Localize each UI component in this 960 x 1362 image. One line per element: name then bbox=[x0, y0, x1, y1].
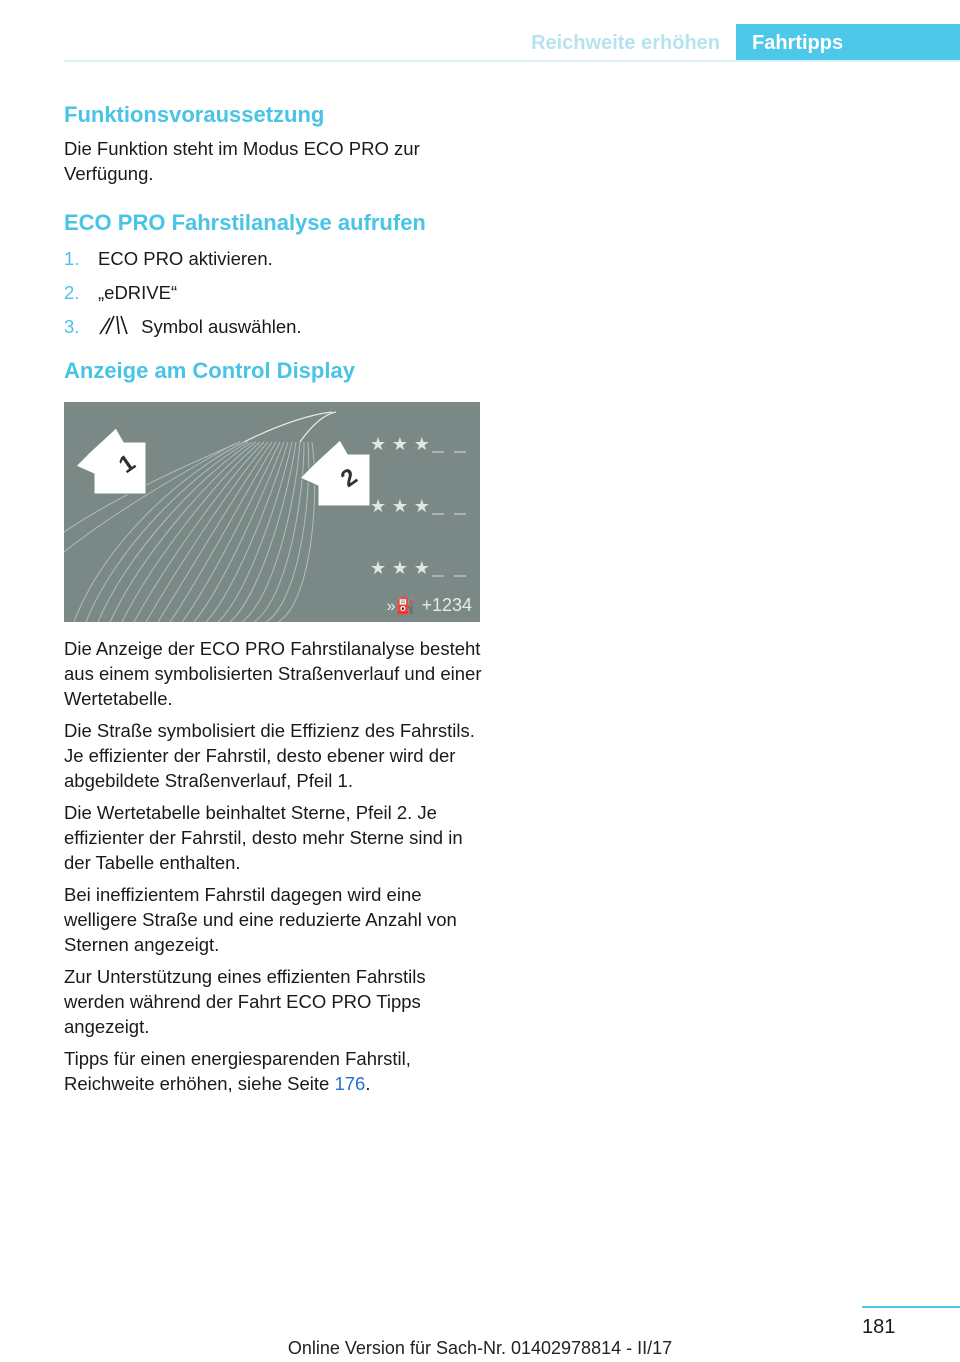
list-item bbox=[64, 246, 484, 271]
eco-pro-display-figure bbox=[64, 402, 480, 622]
page-number-divider bbox=[862, 1306, 960, 1308]
callout-arrow-2 bbox=[300, 440, 370, 506]
page-number: 181 bbox=[862, 1316, 896, 1338]
body-text bbox=[64, 636, 484, 1096]
header-divider bbox=[64, 60, 960, 62]
header-section-title: Reichweite erhöhen bbox=[531, 32, 720, 54]
steps-list bbox=[64, 246, 484, 342]
star-table bbox=[370, 434, 430, 579]
road-visualization bbox=[64, 402, 480, 622]
step-text: Symbol auswählen. bbox=[141, 316, 302, 337]
step-text: „eDRIVE“ bbox=[98, 282, 178, 303]
header-chapter-tab[interactable]: Fahrtipps bbox=[736, 24, 960, 62]
heading-control-display: Anzeige am Control Display bbox=[64, 358, 355, 383]
paragraph-with-link bbox=[64, 1046, 484, 1096]
star-row: ★ ★ ★ bbox=[370, 434, 430, 455]
callout-label-2: 2 bbox=[335, 463, 363, 493]
step-number: 2. bbox=[64, 282, 80, 303]
road-symbol-icon bbox=[98, 314, 128, 342]
paragraph: Bei ineffizientem Fahrstil dagegen wird eine welligere Straße und eine reduzierte Anzahl von Sternen angezeigt. bbox=[64, 884, 457, 955]
paragraph: Die Straße symbolisiert die Effizienz des Fahrstils. Je effizienter der Fahrstil, desto ebener wird der abgebildete Straßenverlauf, Pfeil 1. bbox=[64, 720, 475, 791]
heading-call-analysis: ECO PRO Fahrstilanalyse aufrufen bbox=[64, 210, 426, 235]
callout-arrow-1 bbox=[76, 428, 146, 494]
step-text: ECO PRO aktivieren. bbox=[98, 248, 273, 269]
paragraph: Zur Unterstützung eines effizienten Fahrstils werden während der Fahrt ECO PRO Tipps angezeigt. bbox=[64, 966, 426, 1037]
paragraph: Die Anzeige der ECO PRO Fahrstilanalyse besteht aus einem symbolisierten Straßenverlauf und einer Wertetabelle. bbox=[64, 638, 482, 709]
paragraph-text: Tipps für einen energiesparenden Fahrstil, Reichweite erhöhen, siehe Seite bbox=[64, 1048, 411, 1094]
step-number: 1. bbox=[64, 248, 80, 269]
footer-text: Online Version für Sach-Nr. 01402978814 - II/17 bbox=[287, 1338, 673, 1358]
paragraph: Die Wertetabelle beinhaltet Sterne, Pfeil 2. Je effizienter der Fahrstil, desto mehr Sterne sind in der Tabelle enthalten. bbox=[64, 802, 463, 873]
functional-requirement-text: Die Funktion steht im Modus ECO PRO zur Verfügung. bbox=[64, 138, 420, 184]
star-row: ★ ★ ★ bbox=[370, 558, 430, 579]
page-reference-link[interactable]: 176 bbox=[334, 1073, 366, 1094]
list-item bbox=[64, 314, 484, 342]
callout-label-1: 1 bbox=[113, 449, 141, 479]
heading-functional-requirement: Funktionsvoraussetzung bbox=[64, 102, 325, 127]
list-item bbox=[64, 280, 484, 305]
consumption-value: +1234 bbox=[421, 595, 472, 615]
step-number: 3. bbox=[64, 316, 80, 337]
star-row: ★ ★ ★ bbox=[370, 496, 430, 517]
main-column bbox=[64, 100, 484, 1103]
star-row-placeholders bbox=[432, 452, 466, 576]
consumption-readout bbox=[387, 595, 472, 616]
paragraph-end: . bbox=[365, 1073, 371, 1094]
fuel-pump-icon: »⛽ bbox=[386, 598, 416, 615]
